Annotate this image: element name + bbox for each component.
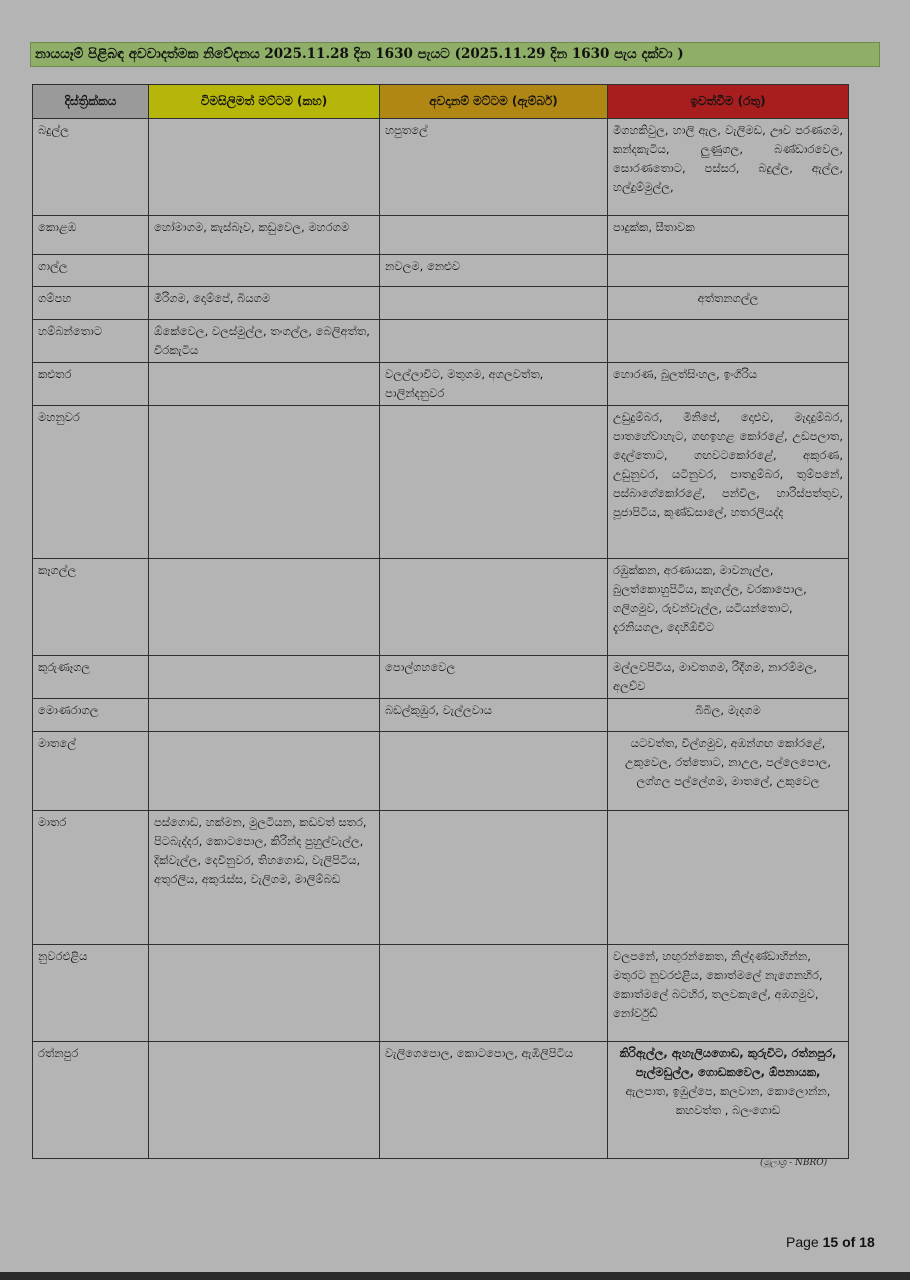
page-of: of	[842, 1234, 856, 1250]
district-cell: හම්බන්තොට	[33, 320, 149, 363]
evacuate-cell: පාදුක්ක, සීතාවක	[608, 216, 849, 255]
district-cell: මොණරාගල	[33, 699, 149, 732]
alert-cell: නවලම, නෙළුව	[380, 255, 608, 287]
watch-cell: හෝමාගම, කැස්බෑව, කඩුවෙල, මහරගම	[149, 216, 380, 255]
alert-cell	[380, 320, 608, 363]
alert-cell	[380, 216, 608, 255]
district-cell: බදුල්ල	[33, 119, 149, 216]
alert-cell: හපුතලේ	[380, 119, 608, 216]
district-cell: කොළඹ	[33, 216, 149, 255]
evacuate-cell: බිබිල, මැදගම	[608, 699, 849, 732]
table-row	[33, 406, 849, 559]
table-row	[33, 320, 849, 363]
evacuate-cell: රඹුක්කන, අරණායක, මාවනැල්ල, බුලත්කොහුපිටිය, කෑගල්ල, වරකාපොල, ගලිගමුව, රුවන්වැල්ල, යටියන්තොට, දැරනියගල, දෙහිඕවිට	[608, 559, 849, 656]
table-row	[33, 287, 849, 320]
watch-cell	[149, 699, 380, 732]
evacuate-cell: වලපනේ, හඟුරන්කෙත, නිල්දණ්ඩාහින්න, මතුරට නුවරඑළිය, කොත්මලේ නැගෙනහිර, කොත්මලේ බටහිර, තලවකැලේ, අඹගමුව, නෝර්වුඩ්	[608, 945, 849, 1042]
alert-cell: වැලිගෙපොල, කොටපොල, ඇඹිලිපිටිය	[380, 1042, 608, 1159]
page-prefix: Page	[786, 1234, 819, 1250]
table-row	[33, 945, 849, 1042]
evacuate-cell: හොරණ, බුලත්සිංහල, ඉංගිරිය	[608, 363, 849, 406]
evacuate-cell: උඩුදුම්බර, මිනිපේ, දොළුව, මැදදුම්බර, පාතහේවාහැට, ගඟඉහළ කෝරළේ, උඩපලාත, දෙල්තොට, ගඟවටකෝරළේ, අකුරණ, උඩුනුවර, යටිනුවර, පාතදුම්බර, තුම්පනේ, පස්බාගේකෝරළේ, පන්විල, හාරිස්පත්තුව, පූජාපිටිය, කුණ්ඩසාලේ, හතරලියද්ද	[608, 406, 849, 559]
page-current: 15	[822, 1234, 839, 1250]
page-total: 18	[859, 1234, 875, 1250]
table-row	[33, 732, 849, 811]
evacuate-cell: මල්ලවපිටිය, මාවතගම, රිදීගම, නාරම්මල, අලව්ව	[608, 656, 849, 699]
district-cell: කුරුණෑගල	[33, 656, 149, 699]
header-district: දිස්ත්‍රික්කය	[33, 85, 149, 119]
alert-cell	[380, 945, 608, 1042]
watch-cell: පස්ගොඩ, හක්මන, මුලටියන, කඩවත් සතර, පිටබැද්දර, කොටපොල, කිරින්ද පුහුල්වැල්ල, දික්වැල්ල, දෙවිනුවර, තිහගොඩ, වැලිපිටිය, අතුරලිය, අකුරැස්ස, වැලිගම, මාලිම්බඩ	[149, 811, 380, 945]
evacuate-cell: යටවත්ත, විල්ගමුව, අඹන්ගඟ කෝරළේ, උකුවෙල, රත්තොට, නාඋල, පල්ලෙපොල, ලග්ගල පල්ලේගම, මාතලේ, උකුවෙල	[608, 732, 849, 811]
alert-cell	[380, 559, 608, 656]
watch-cell	[149, 363, 380, 406]
alert-cell	[380, 287, 608, 320]
table-row	[33, 699, 849, 732]
watch-cell: ඕකේවෙල, වලස්මුල්ල, තංගල්ල, බෙලිඅත්ත, වීරකැටිය	[149, 320, 380, 363]
watch-cell	[149, 406, 380, 559]
watch-cell	[149, 1042, 380, 1159]
watch-cell	[149, 255, 380, 287]
district-cell: කළුතර	[33, 363, 149, 406]
table-row	[33, 656, 849, 699]
header-alert-level: අවදානම් මට්ටම (ඇම්බර්)	[380, 85, 608, 119]
district-cell: මාතර	[33, 811, 149, 945]
district-cell: රත්නපුර	[33, 1042, 149, 1159]
watch-cell	[149, 656, 380, 699]
table-row	[33, 1042, 849, 1159]
header-evacuate-level: ඉවත්වීම (රතු)	[608, 85, 849, 119]
table-row	[33, 811, 849, 945]
table-row	[33, 255, 849, 287]
alert-cell	[380, 732, 608, 811]
table-row	[33, 559, 849, 656]
notice-title: නායයෑම් පිළිබඳ අවවාදත්මක නිවේදනය 2025.11.28 දින 1630 පැයට (2025.11.29 දින 1630 පැය දක්වා )	[30, 42, 880, 67]
page-number	[786, 1234, 875, 1250]
evacuate-cell: අත්තනගල්ල	[608, 287, 849, 320]
watch-cell: මීරිගම, දොම්පේ, බියගම	[149, 287, 380, 320]
header-watch-level: විමසිලිමත් මට්ටම (කහ)	[149, 85, 380, 119]
watch-cell	[149, 559, 380, 656]
evacuate-cell	[608, 1042, 849, 1159]
watch-cell	[149, 119, 380, 216]
evacuate-cell: මීගහකිවුල, හාලි ඇල, වැලිමඩ, ඌව පරණගම, කන්දකැටිය, ලුණුගල, බණ්ඩාරවෙල, සොරණතොට, පස්සර, බදුල්ල, ඇල්ල, හල්දුම්මුල්ල,	[608, 119, 849, 216]
header-row	[33, 85, 849, 119]
district-cell: ගාල්ල	[33, 255, 149, 287]
alert-cell	[380, 406, 608, 559]
alert-cell: පොල්ගහවෙල	[380, 656, 608, 699]
district-cell: නුවරඑළිය	[33, 945, 149, 1042]
watch-cell	[149, 945, 380, 1042]
evacuate-cell	[608, 320, 849, 363]
evacuate-text: ඇලපාත, ඉඹුල්පෙ, කලවාන, කොලොන්න, කහවත්ත , බලංගොඩ	[625, 1084, 831, 1117]
evacuate-cell	[608, 255, 849, 287]
district-cell: කෑගල්ල	[33, 559, 149, 656]
district-cell: මාතලේ	[33, 732, 149, 811]
source-note: (මූලාශ්‍ර - NBRO)	[760, 1158, 828, 1168]
alert-cell	[380, 811, 608, 945]
table-row	[33, 119, 849, 216]
evacuate-cell	[608, 811, 849, 945]
evacuate-bold-text: කිරිඇල්ල, ඇහැලියගොඩ, කුරුවිට, රත්නපුර, පැල්මඩුල්ල, ගොඩකවෙල, ඕපනායක,	[619, 1046, 837, 1079]
table-row	[33, 216, 849, 255]
table-row	[33, 363, 849, 406]
landslide-warning-table	[32, 84, 849, 1159]
watch-cell	[149, 732, 380, 811]
district-cell: ගම්පහ	[33, 287, 149, 320]
alert-cell: වලල්ලාවිට, මතුගම, අගලවත්ත, පාලින්දනුවර	[380, 363, 608, 406]
district-cell: මහනුවර	[33, 406, 149, 559]
alert-cell: බඩල්කුඹුර, වැල්ලවාය	[380, 699, 608, 732]
bottom-edge	[0, 1272, 910, 1280]
